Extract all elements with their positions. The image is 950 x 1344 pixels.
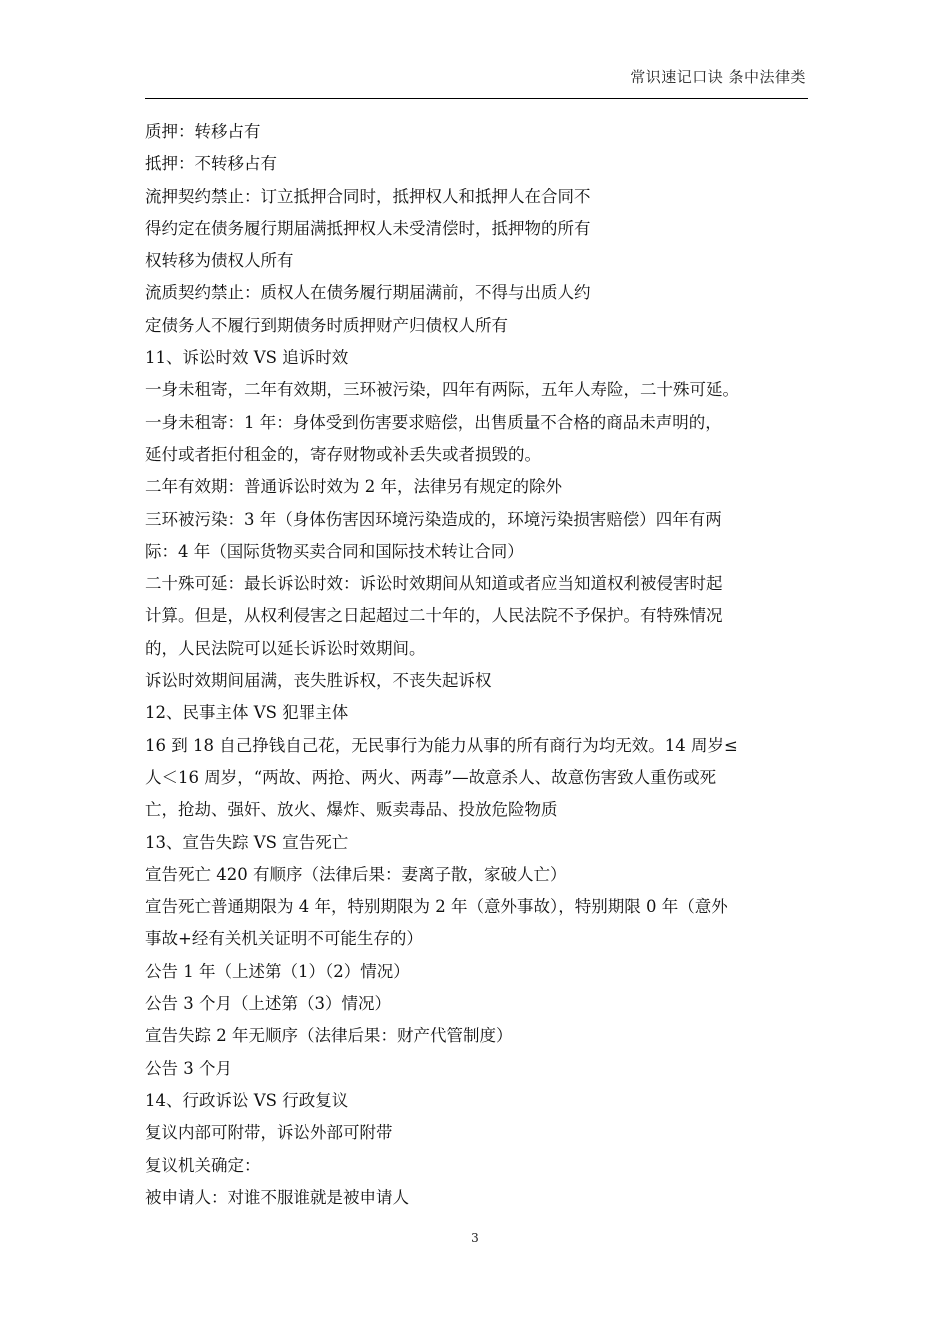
text-line: 公告 3 个月 <box>145 1058 232 1078</box>
text-line: 事故+经有关机关证明不可能生存的） <box>145 929 423 949</box>
text-line: 人＜16 周岁，“两故、两抢、两火、两毒”—故意杀人、故意伤害致人重伤或死 <box>145 767 717 787</box>
section-heading: 13、宣告失踪 VS 宣告死亡 <box>145 832 349 852</box>
text-line: 宣告死亡 420 有顺序（法律后果：妻离子散，家破人亡） <box>145 864 567 884</box>
text-line: 际：4 年（国际货物买卖合同和国际技术转让合同） <box>145 541 524 561</box>
text-line: 定债务人不履行到期债务时质押财产归债权人所有 <box>145 315 508 335</box>
text-line: 流押契约禁止：订立抵押合同时，抵押权人和抵押人在合同不 <box>145 186 591 206</box>
text-line: 延付或者拒付租金的，寄存财物或补丢失或者损毁的。 <box>145 444 541 464</box>
text-line: 二十殊可延：最长诉讼时效：诉讼时效期间从知道或者应当知道权利被侵害时起 <box>145 574 723 594</box>
section-heading: 12、民事主体 VS 犯罪主体 <box>145 703 349 723</box>
text-line: 得约定在债务履行期届满抵押权人未受清偿时，抵押物的所有 <box>145 218 591 238</box>
text-line: 质押：转移占有 <box>145 122 261 141</box>
text-line: 公告 1 年（上述第（1）（2）情况） <box>145 961 410 981</box>
text-line: 被申请人：对谁不服谁就是被申请人 <box>145 1187 409 1207</box>
text-line: 流质契约禁止：质权人在债务履行期届满前，不得与出质人约 <box>145 283 591 303</box>
header-rule <box>145 98 808 99</box>
section-heading: 14、行政诉讼 VS 行政复议 <box>145 1090 349 1110</box>
text-line: 三环被污染：3 年（身体伤害因环境污染造成的，环境污染损害赔偿）四年有两 <box>145 509 722 529</box>
text-line: 计算。但是，从权利侵害之日起超过二十年的，人民法院不予保护。有特殊情况 <box>145 606 723 626</box>
text-line: 亡，抢劫、强奸、放火、爆炸、贩卖毒品、投放危险物质 <box>145 800 558 820</box>
text-line: 16 到 18 自己挣钱自己花，无民事行为能力从事的所有商行为均无效。14 周岁≤ <box>145 735 738 755</box>
text-line: 宣告死亡普通期限为 4 年，特别期限为 2 年（意外事故），特别期限 0 年（意外 <box>145 897 728 917</box>
text-line: 一身未租寄：1 年：身体受到伤害要求赔偿，出售质量不合格的商品未声明的， <box>145 412 722 432</box>
page-number: 3 <box>471 1231 479 1245</box>
text-line: 复议机关确定： <box>145 1155 261 1175</box>
text-line: 宣告失踪 2 年无顺序（法律后果：财产代管制度） <box>145 1026 513 1046</box>
document-body <box>145 116 810 1214</box>
text-line: 一身未租寄，二年有效期，三环被污染，四年有两际，五年人寿险，二十殊可延。 <box>145 380 739 400</box>
text-line: 诉讼时效期间届满，丧失胜诉权，不丧失起诉权 <box>145 671 492 691</box>
section-heading: 11、诉讼时效 VS 追诉时效 <box>145 348 349 368</box>
text-line: 的，人民法院可以延长诉讼时效期间。 <box>145 638 426 658</box>
text-line: 复议内部可附带，诉讼外部可附带 <box>145 1123 393 1143</box>
text-line: 抵押：不转移占有 <box>145 154 277 174</box>
text-line: 权转移为债权人所有 <box>145 251 294 271</box>
text-line: 二年有效期：普通诉讼时效为 2 年，法律另有规定的除外 <box>145 477 562 497</box>
page-header: 常识速记口诀 条中法律类 <box>630 68 806 86</box>
text-line: 公告 3 个月（上述第（3）情况） <box>145 994 391 1014</box>
